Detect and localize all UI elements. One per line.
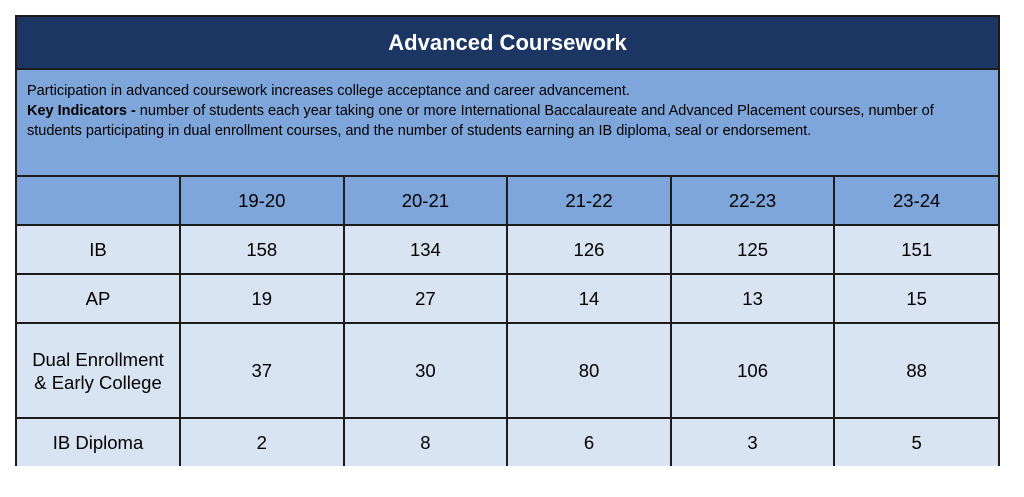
table-row	[17, 274, 998, 323]
table-cell: 13	[671, 274, 835, 323]
table-cell: 3	[671, 418, 835, 466]
table-cell: 2	[180, 418, 344, 466]
table-cell: 125	[671, 225, 835, 274]
column-header: 19-20	[180, 177, 344, 225]
row-label: IB Diploma	[17, 418, 180, 466]
table-cell: 15	[834, 274, 998, 323]
table-cell: 5	[834, 418, 998, 466]
table-cell: 80	[507, 323, 671, 418]
table-cell: 126	[507, 225, 671, 274]
table-cell: 14	[507, 274, 671, 323]
table-header-row	[17, 177, 998, 225]
row-label	[17, 323, 180, 418]
table-cell: 134	[344, 225, 508, 274]
column-header: 20-21	[344, 177, 508, 225]
table-cell: 30	[344, 323, 508, 418]
table-cell: 6	[507, 418, 671, 466]
table-row	[17, 323, 998, 418]
table-cell: 8	[344, 418, 508, 466]
column-header: 22-23	[671, 177, 835, 225]
table-cell: 106	[671, 323, 835, 418]
row-label-text: Dual Enrollment & Early College	[32, 348, 164, 393]
column-header: 23-24	[834, 177, 998, 225]
table-cell: 151	[834, 225, 998, 274]
table-cell: 88	[834, 323, 998, 418]
panel-title: Advanced Coursework	[17, 17, 998, 70]
table-row	[17, 225, 998, 274]
key-indicators-label: Key Indicators -	[27, 103, 136, 119]
description-intro: Participation in advanced coursework increases college acceptance and career advancement.	[27, 83, 630, 99]
advanced-coursework-panel	[15, 15, 1000, 466]
column-header: 21-22	[507, 177, 671, 225]
description-block	[17, 70, 998, 177]
row-label: IB	[17, 225, 180, 274]
key-indicators-text: number of students each year taking one or more International Baccalaureate and Advanced Placement courses, number of students participating in dual enrollment courses, and the number of students earning an IB diploma, seal or endorsement.	[27, 103, 934, 139]
table-cell: 27	[344, 274, 508, 323]
table-cell: 37	[180, 323, 344, 418]
coursework-table	[17, 177, 998, 466]
table-row	[17, 418, 998, 466]
table-cell: 158	[180, 225, 344, 274]
table-corner-cell	[17, 177, 180, 225]
table-cell: 19	[180, 274, 344, 323]
row-label: AP	[17, 274, 180, 323]
